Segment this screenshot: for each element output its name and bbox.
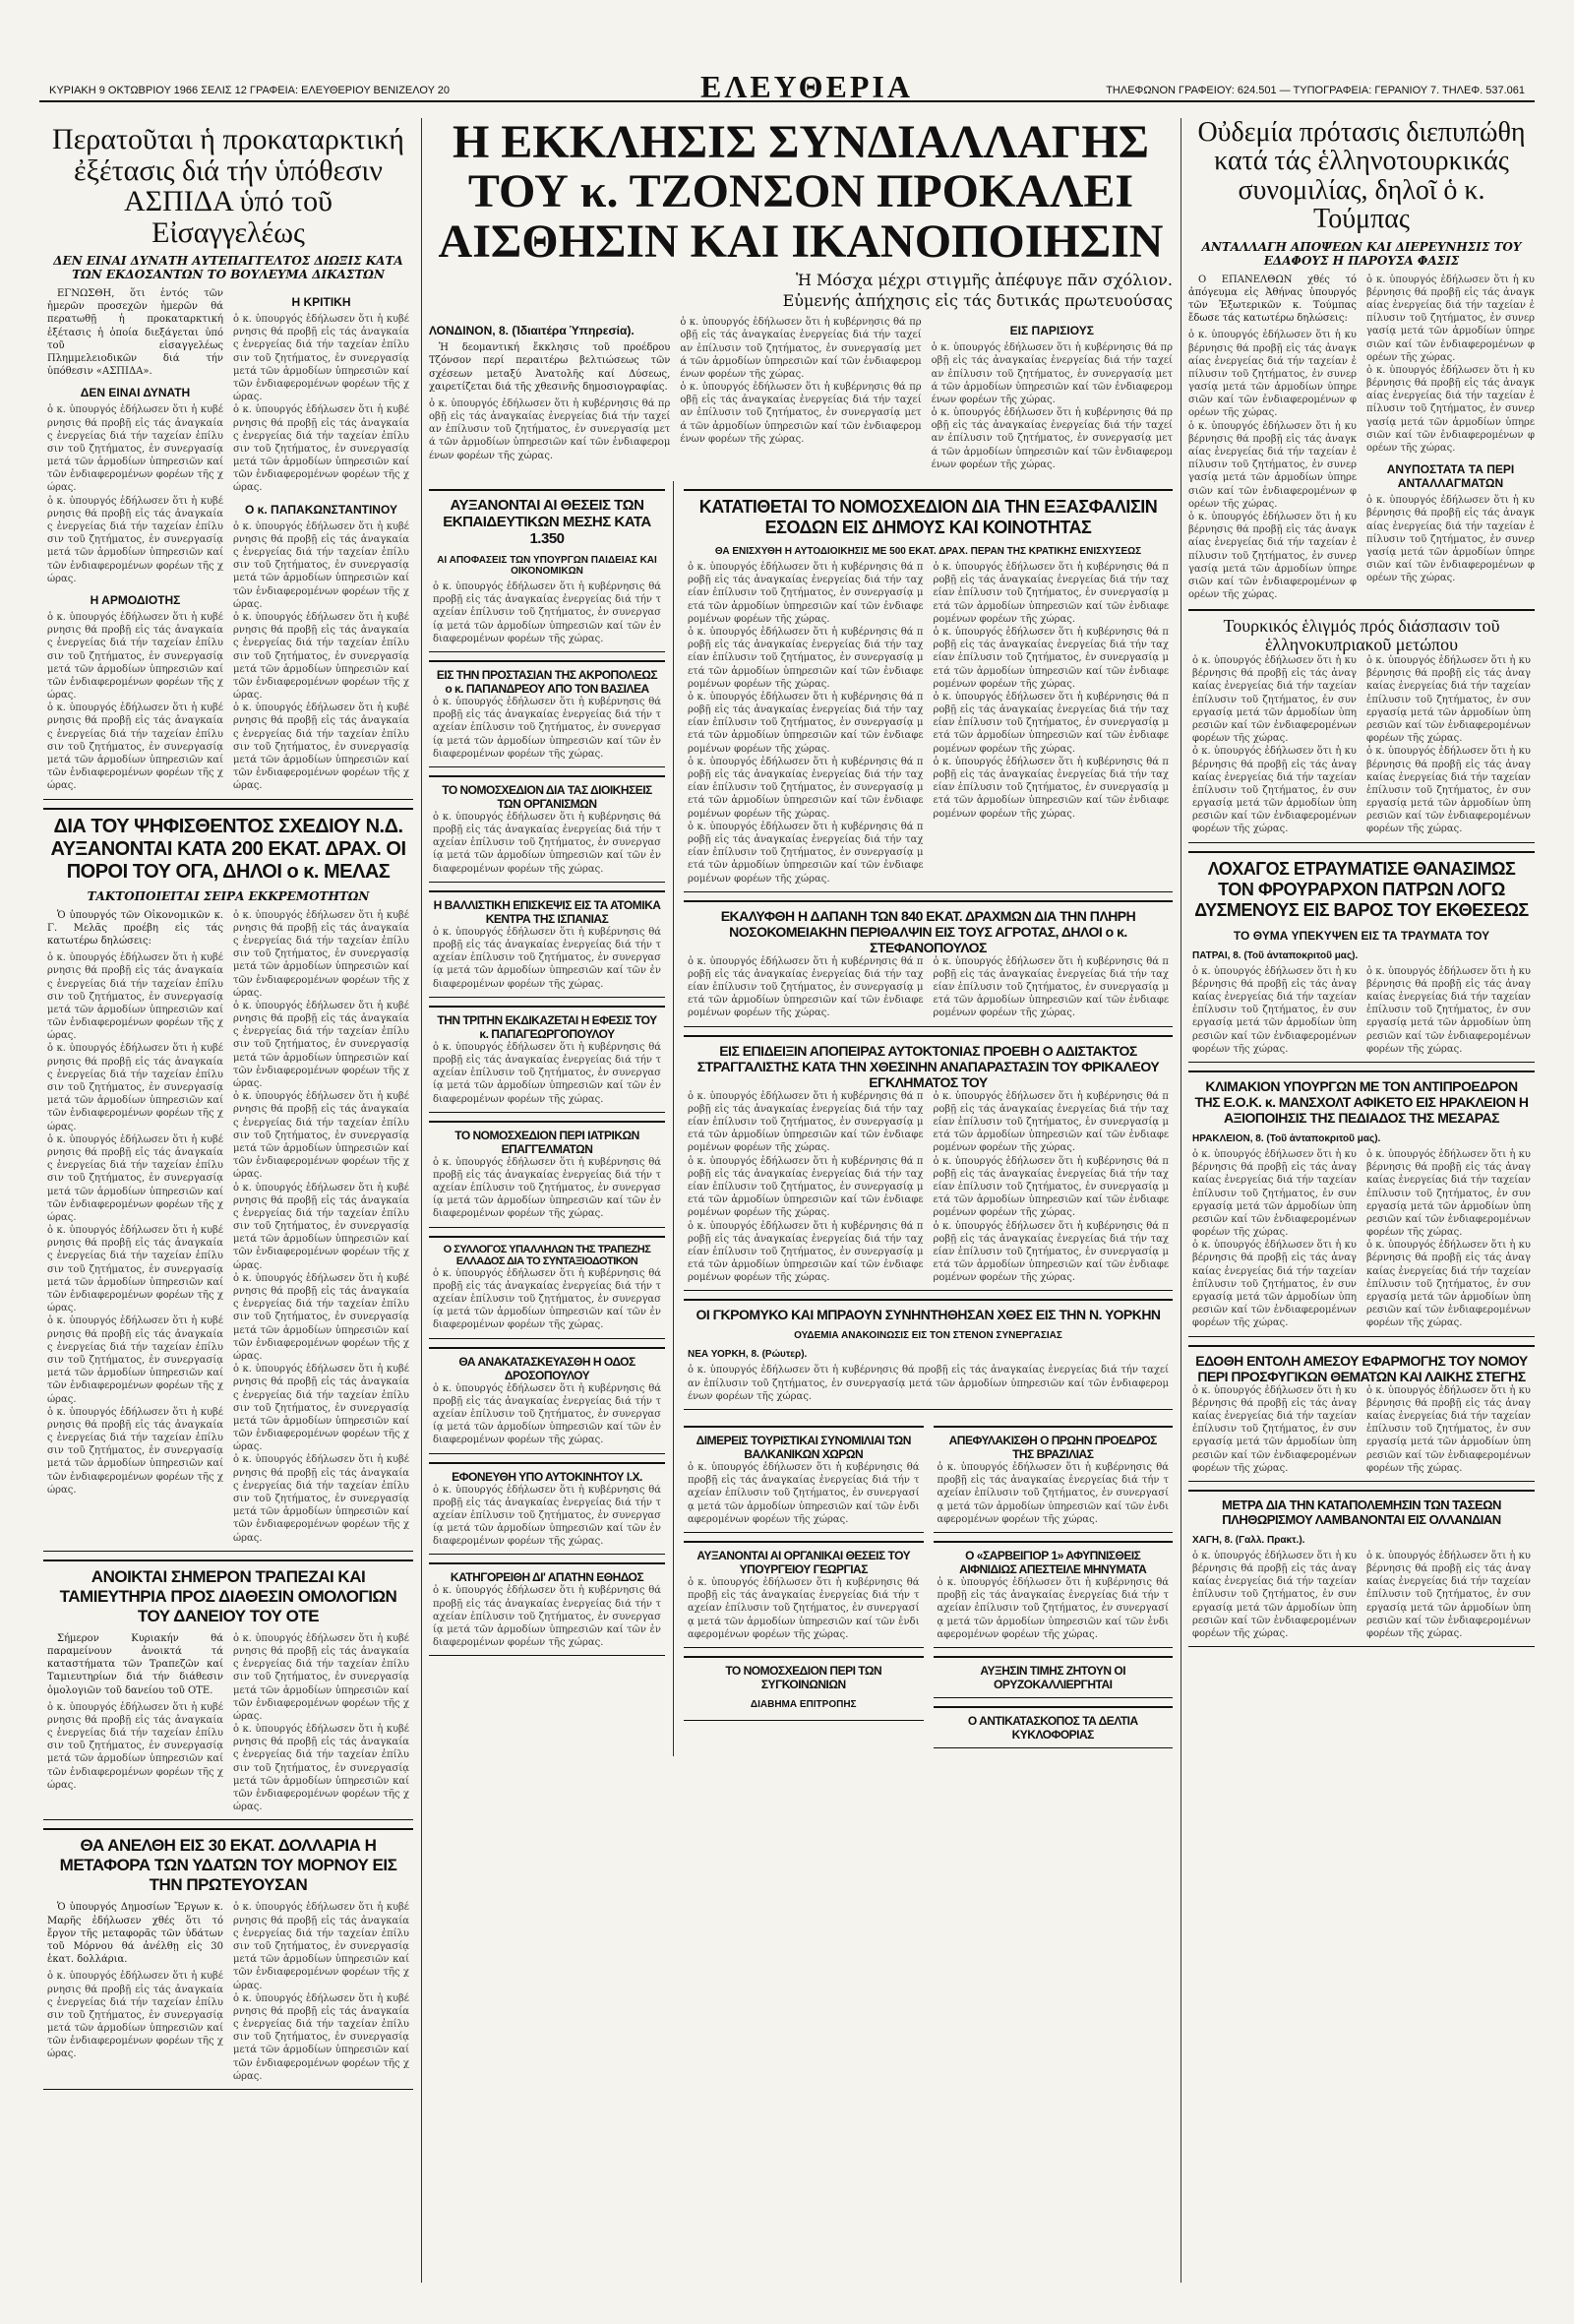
melas-lead-paragraph: Ὁ ὑπουργός τῶν Οἰκονομικῶν κ. Γ. Μελᾶς προέβη εἰς τάς κατωτέρω δηλώσεις: [47,909,223,947]
body-text: ὁ κ. ὑπουργός ἐδήλωσεν ὅτι ἡ κυβέρνησις θά προβῇ εἰς τάς ἀναγκαίας ἐνεργείας διά τήν ταχείαν ἐπίλυσιν τοῦ ζητήματος, ἐν συνεργασίᾳ μετά τῶν ἁρμοδίων ὑπηρεσιῶν καί τῶν ἐνδιαφερομένων φορέων τῆς χώρας. [688,955,924,1019]
eec-article [1188,1070,1535,1337]
column-rule [1180,118,1181,2283]
body-text: ὁ κ. ὑπουργός ἐδήλωσεν ὅτι ἡ κυβέρνησις θά προβῇ εἰς τάς ἀναγκαίας ἐνεργείας διά τήν ταχείαν ἐπίλυσιν τοῦ ζητήματος, ἐν συνεργασίᾳ μετά τῶν ἁρμοδίων ὑπηρεσιῶν καί τῶν ἐνδιαφερομένων φορέων τῆς χώρας. [937,1462,1169,1525]
body-text: ὁ κ. ὑπουργός ἐδήλωσεν ὅτι ἡ κυβέρνησις θά προβῇ εἰς τάς ἀναγκαίας ἐνεργείας διά τήν ταχείαν ἐπίλυσιν τοῦ ζητήματος, ἐν συνεργασίᾳ μετά τῶν ἁρμοδίων ὑπηρεσιῶν καί τῶν ἐνδιαφερομένων φορέων τῆς χώρας. [233,520,409,610]
body-text: ὁ κ. ὑπουργός ἐδήλωσεν ὅτι ἡ κυβέρνησις θά προβῇ εἰς τάς ἀναγκαίας ἐνεργείας διά τήν ταχείαν ἐπίλυσιν τοῦ ζητήματος, ἐν συνεργασίᾳ μετά τῶν ἁρμοδίων ὑπηρεσιῶν καί τῶν ἐνδιαφερομένων φορέων τῆς χώρας. [433,1156,661,1220]
atomic-article [429,890,665,998]
body-text: ὁ κ. ὑπουργός ἐδήλωσεν ὅτι ἡ κυβέρνησις θά προβῇ εἰς τάς ἀναγκαίας ἐνεργείας διά τήν ταχείαν ἐπίλυσιν τοῦ ζητήματος, ἐν συνεργασίᾳ μετά τῶν ἁρμοδίων ὑπηρεσιῶν καί τῶν ἐνδιαφερομένων φορέων τῆς χώρας. [433,1382,661,1446]
body-text: ὁ κ. ὑπουργός ἐδήλωσεν ὅτι ἡ κυβέρνησις θά προβῇ εἰς τάς ἀναγκαίας ἐνεργείας διά τήν ταχείαν ἐπίλυσιν τοῦ ζητήματος, ἐν συνεργασίᾳ μετά τῶν ἁρμοδίων ὑπηρεσιῶν καί τῶν ἐνδιαφερομένων φορέων τῆς χώρας. [1366,1148,1531,1239]
captain-headline: ΛΟΧΑΓΟΣ ΕΤΡΑΥΜΑΤΙΣΕ ΘΑΝΑΣΙΜΩΣ ΤΟΝ ΦΡΟΥΡΑΡΧΟΝ ΠΑΤΡΩΝ ΛΟΓΩ ΔΥΣΜΕΝΟΥΣ ΕΙΣ ΒΑΡΟΣ ΤΟΥ ΕΚΘΕΣΕΩΣ [1194,858,1529,920]
aspida-section-heading: Ο κ. ΠΑΠΑΚΩΝΣΤΑΝΤΙΝΟΥ [245,502,397,517]
body-text: ὁ κ. ὑπουργός ἐδήλωσεν ὅτι ἡ κυβέρνησις θά προβῇ εἰς τάς ἀναγκαίας ἐνεργείας διά τήν ταχείαν ἐπίλυσιν τοῦ ζητήματος, ἐν συνεργασίᾳ μετά τῶν ἁρμοδίων ὑπηρεσιῶν καί τῶν ἐνδιαφερομένων φορέων τῆς χώρας. [47,952,223,1042]
ote-lead-paragraph: Σήμερον Κυριακήν θά παραμείνουν ἀνοικτά τά καταστήματα τῶν Τραπεζῶν καί Ταμιευτηρίων διά τήν διάθεσιν ὁμολογιῶν τοῦ δανείου τοῦ ΟΤΕ. [47,1632,223,1696]
body-text: ὁ κ. ὑπουργός ἐδήλωσεν ὅτι ἡ κυβέρνησις θά προβῇ εἰς τάς ἀναγκαίας ἐνεργείας διά τήν ταχείαν ἐπίλυσιν τοῦ ζητήματος, ἐν συνεργασίᾳ μετά τῶν ἁρμοδίων ὑπηρεσιῶν καί τῶν ἐνδιαφερομένων φορέων τῆς χώρας. [1188,420,1357,510]
aspida-subheadline: ΔΕΝ ΕΙΝΑΙ ΔΥΝΑΤΗ ΑΥΤΕΠΑΓΓΕΛΤΟΣ ΔΙΩΞΙΣ ΚΑΤΑ ΤΩΝ ΕΚΔΟΣΑΝΤΩΝ ΤΟ ΒΟΥΛΕΥΜΑ ΔΙΚΑΣΤΩΝ [53,254,403,281]
body-text: ὁ κ. ὑπουργός ἐδήλωσεν ὅτι ἡ κυβέρνησις θά προβῇ εἰς τάς ἀναγκαίας ἐνεργείας διά τήν ταχείαν ἐπίλυσιν τοῦ ζητήματος, ἐν συνεργασίᾳ μετά τῶν ἁρμοδίων ὑπηρεσιῶν καί τῶν ἐνδιαφερομένων φορέων τῆς χώρας. [47,1225,223,1315]
body-text: ὁ κ. ὑπουργός ἐδήλωσεν ὅτι ἡ κυβέρνησις θά προβῇ εἰς τάς ἀναγκαίας ἐνεργείας διά τήν ταχείαν ἐπίλυσιν τοῦ ζητήματος, ἐν συνεργασίᾳ μετά τῶν ἁρμοδίων ὑπηρεσιῶν καί τῶν ἐνδιαφερομένων φορέων τῆς χώρας. [933,955,1169,1019]
water-article [43,1828,413,2090]
body-text: ὁ κ. ὑπουργός ἐδήλωσεν ὅτι ἡ κυβέρνησις θά προβῇ εἰς τάς ἀναγκαίας ἐνεργείας διά τήν ταχείαν ἐπίλυσιν τοῦ ζητήματος, ἐν συνεργασίᾳ μετά τῶν ἁρμοδίων ὑπηρεσιῶν καί τῶν ἐνδιαφερομένων φορέων τῆς χώρας. [47,1315,223,1405]
body-text: ὁ κ. ὑπουργός ἐδήλωσεν ὅτι ἡ κυβέρνησις θά προβῇ εἰς τάς ἀναγκαίας ἐνεργείας διά τήν ταχείαν ἐπίλυσιν τοῦ ζητήματος, ἐν συνεργασίᾳ μετά τῶν ἁρμοδίων ὑπηρεσιῶν καί τῶν ἐνδιαφερομένων φορέων τῆς χώρας. [688,1155,924,1219]
municipal-revenue-article [684,489,1173,892]
body-text: ὁ κ. ὑπουργός ἐδήλωσεν ὅτι ἡ κυβέρνησις θά προβῇ εἰς τάς ἀναγκαίας ἐνεργείας διά τήν ταχείαν ἐπίλυσιν τοῦ ζητήματος, ἐν συνεργασίᾳ μετά τῶν ἁρμοδίων ὑπηρεσιῶν καί τῶν ἐνδιαφερομένων φορέων τῆς χώρας. [233,909,409,999]
body-text: ὁ κ. ὑπουργός ἐδήλωσεν ὅτι ἡ κυβέρνησις θά προβῇ εἰς τάς ἀναγκαίας ἐνεργείας διά τήν ταχείαν ἐπίλυσιν τοῦ ζητήματος, ἐν συνεργασίᾳ μετά τῶν ἁρμοδίων ὑπηρεσιῶν καί τῶν ἐνδιαφερομένων φορέων τῆς χώρας. [688,756,924,820]
body-text: ὁ κ. ὑπουργός ἐδήλωσεν ὅτι ἡ κυβέρνησις θά προβῇ εἰς τάς ἀναγκαίας ἐνεργείας διά τήν ταχείαν ἐπίλυσιν τοῦ ζητήματος, ἐν συνεργασίᾳ μετά τῶν ἁρμοδίων ὑπηρεσιῶν καί τῶν ἐνδιαφερομένων φορέων τῆς χώρας. [1366,965,1531,1055]
body-text: ὁ κ. ὑπουργός ἐδήλωσεν ὅτι ἡ κυβέρνησις θά προβῇ εἰς τάς ἀναγκαίας ἐνεργείας διά τήν ταχείαν ἐπίλυσιν τοῦ ζητήματος, ἐν συνεργασίᾳ μετά τῶν ἁρμοδίων ὑπηρεσιῶν καί τῶν ἐνδιαφερομένων φορέων τῆς χώρας. [429,398,671,461]
akropolis-headline: ΕΙΣ ΤΗΝ ΠΡΟΣΤΑΣΙΑΝ ΤΗΣ ΑΚΡΟΠΟΛΕΩΣ ο κ. ΠΑΠΑΝΔΡΕΟΥ ΑΠΟ ΤΟΝ ΒΑΣΙΛΕΑ [436,667,658,696]
refugee-law-headline: ΕΔΟΘΗ ΕΝΤΟΛΗ ΑΜΕΣΟΥ ΕΦΑΡΜΟΓΗΣ ΤΟΥ ΝΟΜΟΥ ΠΕΡΙ ΠΡΟΣΦΥΓΙΚΩΝ ΘΕΜΑΤΩΝ ΚΑΙ ΛΑΙΚΗΣ ΣΤΕΓΗΣ [1195,1352,1528,1384]
center-column [429,118,1173,2302]
tombas-subheadline: ΑΝΤΑΛΛΑΓΗ ΑΠΟΨΕΩΝ ΚΑΙ ΔΙΕΡΕΥΝΗΣΙΣ ΤΟΥ ΕΔΑΦΟΥΣ Η ΠΑΡΟΥΣΑ ΦΑΣΙΣ [1201,239,1522,268]
body-text: ὁ κ. ὑπουργός ἐδήλωσεν ὅτι ἡ κυβέρνησις θά προβῇ εἰς τάς ἀναγκαίας ἐνεργείας διά τήν ταχείαν ἐπίλυσιν τοῦ ζητήματος, ἐν συνεργασίᾳ μετά τῶν ἁρμοδίων ὑπηρεσιῶν καί τῶν ἐνδιαφερομένων φορέων τῆς χώρας. [1192,655,1357,745]
body-text: ὁ κ. ὑπουργός ἐδήλωσεν ὅτι ἡ κυβέρνησις θά προβῇ εἰς τάς ἀναγκαίας ἐνεργείας διά τήν ταχείαν ἐπίλυσιν τοῦ ζητήματος, ἐν συνεργασίᾳ μετά τῶν ἁρμοδίων ὑπηρεσιῶν καί τῶν ἐνδιαφερομένων φορέων τῆς χώρας. [233,1902,409,1991]
body-text: ὁ κ. ὑπουργός ἐδήλωσεν ὅτι ἡ κυβέρνησις θά προβῇ εἰς τάς ἀναγκαίας ἐνεργείας διά τήν ταχείαν ἐπίλυσιν τοῦ ζητήματος, ἐν συνεργασίᾳ μετά τῶν ἁρμοδίων ὑπηρεσιῶν καί τῶν ἐνδιαφερομένων φορέων τῆς χώρας. [233,1364,409,1453]
body-text: ὁ κ. ὑπουργός ἐδήλωσεν ὅτι ἡ κυβέρνησις θά προβῇ εἰς τάς ἀναγκαίας ἐνεργείας διά τήν ταχείαν ἐπίλυσιν τοῦ ζητήματος, ἐν συνεργασίᾳ μετά τῶν ἁρμοδίων ὑπηρεσιῶν καί τῶν ἐνδιαφερομένων φορέων τῆς χώρας. [433,1267,661,1331]
gromyko-subheadline: ΟΥΔΕΜΙΑ ΑΝΑΚΟΙΝΩΣΙΣ ΕΙΣ ΤΟΝ ΣΤΕΝΟΝ ΣΥΝΕΡΓΑΣΙΑΣ [794,1330,1062,1342]
body-text: ὁ κ. ὑπουργός ἐδήλωσεν ὅτι ἡ κυβέρνησις θά προβῇ εἰς τάς ἀναγκαίας ἐνεργείας διά τήν ταχείαν ἐπίλυσιν τοῦ ζητήματος, ἐν συνεργασίᾳ μετά τῶν ἁρμοδίων ὑπηρεσιῶν καί τῶν ἐνδιαφερομένων φορέων τῆς χώρας. [688,691,924,755]
body-text: ὁ κ. ὑπουργός ἐδήλωσεν ὅτι ἡ κυβέρνησις θά προβῇ εἰς τάς ἀναγκαίας ἐνεργείας διά τήν ταχείαν ἐπίλυσιν τοῦ ζητήματος, ἐν συνεργασίᾳ μετά τῶν ἁρμοδίων ὑπηρεσιῶν καί τῶν ἐνδιαφερομένων φορέων τῆς χώρας. [937,1576,1169,1640]
eec-headline: ΚΛΙΜΑΚΙΟΝ ΥΠΟΥΡΓΩΝ ΜΕ ΤΟΝ ΑΝΤΙΠΡΟΕΔΡΟΝ ΤΗΣ Ε.Ο.Κ. κ. ΜΑΝΣΧΟΛΤ ΑΦΙΚΕΤΟ ΕΙΣ ΗΡΑΚΛΕΙΟΝ Η ΑΞΙΟΠΟΙΗΣΙΣ ΤΗΣ ΠΕΔΙΑΔΟΣ ΤΗΣ ΜΕΣΑΡΑΣ [1194,1077,1529,1126]
surveyor-article [934,1541,1174,1648]
melas-subheadline: ΤΑΚΤΟΠΟΙΕΙΤΑΙ ΣΕΙΡΑ ΕΚΚΡΕΜΟΤΗΤΩΝ [87,888,370,903]
captain-article [1188,851,1535,1063]
municipal-revenue-headline: ΚΑΤΑΤΙΘΕΤΑΙ ΤΟ ΝΟΜΟΣΧΕΔΙΟΝ ΔΙΑ ΤΗΝ ΕΞΑΣΦΑΛΙΣΙΝ ΕΣΟΔΩΝ ΕΙΣ ΔΗΜΟΥΣ ΚΑΙ ΚΟΙΝΟΤΗΤΑΣ [698,497,1158,538]
body-text: ὁ κ. ὑπουργός ἐδήλωσεν ὅτι ἡ κυβέρνησις θά προβῇ εἰς τάς ἀναγκαίας ἐνεργείας διά τήν ταχείαν ἐπίλυσιν τοῦ ζητήματος, ἐν συνεργασίᾳ μετά τῶν ἁρμοδίων ὑπηρεσιῶν καί τῶν ἐνδιαφερομένων φορέων τῆς χώρας. [433,811,661,875]
body-text: ὁ κ. ὑπουργός ἐδήλωσεν ὅτι ἡ κυβέρνησις θά προβῇ εἰς τάς ἀναγκαίας ἐνεργείας διά τήν ταχείαν ἐπίλυσιν τοῦ ζητήματος, ἐν συνεργασίᾳ μετά τῶν ἁρμοδίων ὑπηρεσιῶν καί τῶν ἐνδιαφερομένων φορέων τῆς χώρας. [1192,1148,1357,1239]
body-text: ὁ κ. ὑπουργός ἐδήλωσεν ὅτι ἡ κυβέρνησις θά προβῇ εἰς τάς ἀναγκαίας ἐνεργείας διά τήν ταχείαν ἐπίλυσιν τοῦ ζητήματος, ἐν συνεργασίᾳ μετά τῶν ἁρμοδίων ὑπηρεσιῶν καί τῶν ἐνδιαφερομένων φορέων τῆς χώρας. [688,1090,924,1154]
body-text: ὁ κ. ὑπουργός ἐδήλωσεν ὅτι ἡ κυβέρνησις θά προβῇ εἰς τάς ἀναγκαίας ἐνεργείας διά τήν ταχείαν ἐπίλυσιν τοῦ ζητήματος, ἐν συνεργασίᾳ μετά τῶν ἁρμοδίων ὑπηρεσιῶν καί τῶν ἐνδιαφερομένων φορέων τῆς χώρας. [233,1182,409,1271]
appeal-article [429,1006,665,1113]
captain-dateline: ΠΑΤΡΑΙ, 8. (Τοῦ ἀνταποκριτοῦ μας). [1192,949,1359,961]
body-text: ὁ κ. ὑπουργός ἐδήλωσεν ὅτι ἡ κυβέρνησις θά προβῇ εἰς τάς ἀναγκαίας ἐνεργείας διά τήν ταχείαν ἐπίλυσιν τοῦ ζητήματος, ἐν συνεργασίᾳ μετά τῶν ἁρμοδίων ὑπηρεσιῶν καί τῶν ἐνδιαφερομένων φορέων τῆς χώρας. [233,703,409,792]
body-text: ὁ κ. ὑπουργός ἐδήλωσεν ὅτι ἡ κυβέρνησις θά προβῇ εἰς τάς ἀναγκαίας ἐνεργείας διά τήν ταχείαν ἐπίλυσιν τοῦ ζητήματος, ἐν συνεργασίᾳ μετά τῶν ἁρμοδίων ὑπηρεσιῶν καί τῶν ἐνδιαφερομένων φορέων τῆς χώρας. [1366,1240,1531,1329]
melas-headline: ΔΙΑ ΤΟΥ ΨΗΦΙΣΘΕΝΤΟΣ ΣΧΕΔΙΟΥ Ν.Δ. ΑΥΞΑΝΟΝΤΑΙ ΚΑΤΑ 200 ΕΚΑΤ. ΔΡΑΧ. ΟΙ ΠΟΡΟΙ ΤΟΥ ΟΓΑ, ΔΗΛΟΙ ο κ. ΜΕΛΑΣ [50,815,406,883]
body-text: ὁ κ. ὑπουργός ἐδήλωσεν ὅτι ἡ κυβέρνησις θά προβῇ εἰς τάς ἀναγκαίας ἐνεργείας διά τήν ταχείαν ἐπίλυσιν τοῦ ζητήματος, ἐν συνεργασίᾳ μετά τῶν ἁρμοδίων ὑπηρεσιῶν καί τῶν ἐνδιαφερομένων φορέων τῆς χώρας. [933,1155,1169,1219]
doctors-article [429,1121,665,1228]
turkish-headline: Τουρκικός ἑλιγμός πρός διάσπασιν τοῦ ἑλληνοκυπριακοῦ μετώπου [1223,616,1500,655]
road-article [429,1347,665,1454]
body-text: ὁ κ. ὑπουργός ἐδήλωσεν ὅτι ἡ κυβέρνησις θά προβῇ εἰς τάς ἀναγκαίας ἐνεργείας διά τήν ταχείαν ἐπίλυσιν τοῦ ζητήματος, ἐν συνεργασίᾳ μετά τῶν ἁρμοδίων ὑπηρεσιῶν καί τῶν ἐνδιαφερομένων φορέων τῆς χώρας. [931,407,1173,470]
newspaper-title: ΕΛΕΥΘΕΡΙΑ [700,69,913,104]
lead-subheadline-2: Εὐμενής ἀπήχησις εἰς τάς δυτικάς πρωτευούσας [782,291,1173,311]
body-text: ὁ κ. ὑπουργός ἐδήλωσεν ὅτι ἡ κυβέρνησις θά προβῇ εἰς τάς ἀναγκαίας ἐνεργείας διά τήν ταχείαν ἐπίλυσιν τοῦ ζητήματος, ἐν συνεργασίᾳ μετά τῶν ἁρμοδίων ὑπηρεσιῶν καί τῶν ἐνδιαφερομένων φορέων τῆς χώρας. [688,1462,920,1525]
masthead-contact-info: ΤΗΛΕΦΩΝΟΝ ΓΡΑΦΕΙΟΥ: 624.501 — ΤΥΠΟΓΡΑΦΕΙΑ: ΓΕΡΑΝΙΟΥ 7. ΤΗΛΕΦ. 537.061 [1106,85,1525,96]
holland-article [1188,1490,1535,1647]
body-text: ὁ κ. ὑπουργός ἐδήλωσεν ὅτι ἡ κυβέρνησις θά προβῇ εἰς τάς ἀναγκαίας ἐνεργείας διά τήν ταχείαν ἐπίλυσιν τοῦ ζητήματος, ἐν συνεργασίᾳ μετά τῶν ἁρμοδίων ὑπηρεσιῶν καί τῶν ἐνδιαφερομένων φορέων τῆς χώρας. [1192,1240,1357,1329]
appeal-headline: ΤΗΝ ΤΡΙΤΗΝ ΕΚΔΙΚΑΖΕΤΑΙ Η ΕΦΕΣΙΣ ΤΟΥ κ. ΠΑΠΑΓΕΩΡΓΟΠΟΥΛΟΥ [437,1012,657,1041]
body-text: ὁ κ. ὑπουργός ἐδήλωσεν ὅτι ἡ κυβέρνησις θά προβῇ εἰς τάς ἀναγκαίας ἐνεργείας διά τήν ταχείαν ἐπίλυσιν τοῦ ζητήματος, ἐν συνεργασίᾳ μετά τῶν ἁρμοδίων ὑπηρεσιῶν καί τῶν ἐνδιαφερομένων φορέων τῆς χώρας. [433,926,661,990]
turkish-article [1188,609,1535,842]
tombas-headline: Οὐδεμία πρότασις διεπυπώθη κατά τάς ἑλληνοτουρκικάς συνομιλίας, δηλοῖ ὁ κ. Τούμπας [1197,118,1526,235]
aspida-section-heading: Η ΚΡΙΤΙΚΗ [291,295,351,309]
crime-article [684,1035,1173,1292]
accident-headline: ΕΦΟΝΕΥΘΗ ΥΠΟ ΑΥΤΟΚΙΝΗΤΟΥ Ι.Χ. [452,1469,642,1484]
body-text: ὁ κ. ὑπουργός ἐδήλωσεν ὅτι ἡ κυβέρνησις θά προβῇ εἰς τάς ἀναγκαίας ἐνεργείας διά τήν ταχείαν ἐπίλυσιν τοῦ ζητήματος, ἐν συνεργασίᾳ μετά τῶν ἁρμοδίων ὑπηρεσιῶν καί τῶν ἐνδιαφερομένων φορέων τῆς χώρας. [47,495,223,584]
akropolis-article [429,660,665,767]
right-column [1188,118,1535,2302]
body-text: ὁ κ. ὑπουργός ἐδήλωσεν ὅτι ἡ κυβέρνησις θά προβῇ εἰς τάς ἀναγκαίας ἐνεργείας διά τήν ταχείαν ἐπίλυσιν τοῦ ζητήματος, ἐν συνεργασίᾳ μετά τῶν ἁρμοδίων ὑπηρεσιῶν καί τῶν ἐνδιαφερομένων φορέων τῆς χώρας. [688,562,924,625]
traffic-article [934,1706,1174,1748]
lead-story [429,118,1173,471]
tombas-section-heading: ΑΝΥΠΟΣΤΑΤΑ ΤΑ ΠΕΡΙ ΑΝΤΑΛΛΑΓΜΑΤΩΝ [1386,462,1515,491]
refugee-law-article [1188,1345,1535,1482]
body-text: ὁ κ. ὑπουργός ἐδήλωσεν ὅτι ἡ κυβέρνησις θά προβῇ εἰς τάς ἀναγκαίας ἐνεργείας διά τήν ταχείαν ἐπίλυσιν τοῦ ζητήματος, ἐν συνεργασίᾳ μετά τῶν ἁρμοδίων ὑπηρεσιῶν καί τῶν ἐνδιαφερομένων φορέων τῆς χώρας. [1366,274,1535,363]
body-text: ὁ κ. ὑπουργός ἐδήλωσεν ὅτι ἡ κυβέρνησις θά προβῇ εἰς τάς ἀναγκαίας ἐνεργείας διά τήν ταχείαν ἐπίλυσιν τοῦ ζητήματος, ἐν συνεργασίᾳ μετά τῶν ἁρμοδίων ὑπηρεσιῶν καί τῶν ἐνδιαφερομένων φορέων τῆς χώρας. [233,1992,409,2082]
aspida-headline: Περατοῦται ἡ προκαταρκτική ἐξέτασις διά τήν ὑπόθεσιν ΑΣΠΙΔΑ ὑπό τοῦ Εἰσαγγελέως [52,123,404,249]
body-text: ὁ κ. ὑπουργός ἐδήλωσεν ὅτι ἡ κυβέρνησις θά προβῇ εἰς τάς ἀναγκαίας ἐνεργείας διά τήν ταχείαν ἐπίλυσιν τοῦ ζητήματος, ἐν συνεργασίᾳ μετά τῶν ἁρμοδίων ὑπηρεσιῶν καί τῶν ἐνδιαφερομένων φορέων τῆς χώρας. [47,611,223,702]
education-subheadline: ΑΙ ΑΠΟΦΑΣΕΙΣ ΤΩΝ ΥΠΟΥΡΓΩΝ ΠΑΙΔΕΙΑΣ ΚΑΙ ΟΙΚΟΝΟΜΙΚΩΝ [437,555,657,578]
body-text: ὁ κ. ὑπουργός ἐδήλωσεν ὅτι ἡ κυβέρνησις θά προβῇ εἰς τάς ἀναγκαίας ἐνεργείας διά τήν ταχείαν ἐπίλυσιν τοῦ ζητήματος, ἐν συνεργασίᾳ μετά τῶν ἁρμοδίων ὑπηρεσιῶν καί τῶν ἐνδιαφερομένων φορέων τῆς χώρας. [1192,1550,1357,1640]
organizations-article [429,775,665,883]
body-text: ὁ κ. ὑπουργός ἐδήλωσεν ὅτι ἡ κυβέρνησις θά προβῇ εἰς τάς ἀναγκαίας ἐνεργείας διά τήν ταχείαν ἐπίλυσιν τοῦ ζητήματος, ἐν συνεργασίᾳ μετά τῶν ἁρμοδίων ὑπηρεσιῶν καί τῶν ἐνδιαφερομένων φορέων τῆς χώρας. [933,691,1169,755]
fraud-article [429,1562,665,1656]
body-text: ὁ κ. ὑπουργός ἐδήλωσεν ὅτι ἡ κυβέρνησις θά προβῇ εἰς τάς ἀναγκαίας ἐνεργείας διά τήν ταχείαν ἐπίλυσιν τοῦ ζητήματος, ἐν συνεργασίᾳ μετά τῶν ἁρμοδίων ὑπηρεσιῶν καί τῶν ἐνδιαφερομένων φορέων τῆς χώρας. [433,1041,661,1105]
body-text: ὁ κ. ὑπουργός ἐδήλωσεν ὅτι ἡ κυβέρνησις θά προβῇ εἰς τάς ἀναγκαίας ἐνεργείας διά τήν ταχείαν ἐπίλυσιν τοῦ ζητήματος, ἐν συνεργασίᾳ μετά τῶν ἁρμοδίων ὑπηρεσιῶν καί τῶν ἐνδιαφερομένων φορέων τῆς χώρας. [688,821,924,885]
eec-dateline: ΗΡΑΚΛΕΙΟΝ, 8. (Τοῦ ἀνταποκριτοῦ μας). [1192,1132,1381,1144]
gromyko-dateline: ΝΕΑ ΥΟΡΚΗ, 8. (Ρώυτερ). [688,1349,808,1361]
masthead [39,71,1535,102]
body-text: ὁ κ. ὑπουργός ἐδήλωσεν ὅτι ἡ κυβέρνησις θά προβῇ εἰς τάς ἀναγκαίας ἐνεργείας διά τήν ταχείαν ἐπίλυσιν τοῦ ζητήματος, ἐν συνεργασίᾳ μετά τῶν ἁρμοδίων ὑπηρεσιῶν καί τῶν ἐνδιαφερομένων φορέων τῆς χώρας. [1192,965,1357,1055]
body-text: ὁ κ. ὑπουργός ἐδήλωσεν ὅτι ἡ κυβέρνησις θά προβῇ εἰς τάς ἀναγκαίας ἐνεργείας διά τήν ταχείαν ἐπίλυσιν τοῦ ζητήματος, ἐν συνεργασίᾳ μετά τῶν ἁρμοδίων ὑπηρεσιῶν καί τῶν ἐνδιαφερομένων φορέων τῆς χώρας. [1192,746,1357,835]
body-text: ὁ κ. ὑπουργός ἐδήλωσεν ὅτι ἡ κυβέρνησις θά προβῇ εἰς τάς ἀναγκαίας ἐνεργείας διά τήν ταχείαν ἐπίλυσιν τοῦ ζητήματος, ἐν συνεργασίᾳ μετά τῶν ἁρμοδίων ὑπηρεσιῶν καί τῶν ἐνδιαφερομένων φορέων τῆς χώρας. [47,1971,223,2060]
road-headline: ΘΑ ΑΝΑΚΑΤΑΣΚΕΥΑΣΘΗ Η ΟΔΟΣ ΔΡΟΣΟΠΟΥΛΟΥ [458,1354,636,1382]
masthead-date-info: ΚΥΡΙΑΚΗ 9 ΟΚΤΩΒΡΙΟΥ 1966 ΣΕΛΙΣ 12 ΓΡΑΦΕΙΑ: ΕΛΕΥΘΕΡΙΟΥ ΒΕΝΙΖΕΛΟΥ 20 [49,85,451,96]
transport-headline: ΤΟ ΝΟΜΟΣΧΕΔΙΟΝ ΠΕΡΙ ΤΩΝ ΣΥΓΚΟΙΝΩΝΙΩΝ [725,1663,882,1691]
body-text: ὁ κ. ὑπουργός ἐδήλωσεν ὅτι ἡ κυβέρνησις θά προβῇ εἰς τάς ἀναγκαίας ἐνεργείας διά τήν ταχείαν ἐπίλυσιν τοῦ ζητήματος, ἐν συνεργασίᾳ μετά τῶν ἁρμοδίων ὑπηρεσιῶν καί τῶν ἐνδιαφερομένων φορέων τῆς χώρας. [47,1701,223,1791]
rice-article [934,1656,1174,1698]
body-text: ὁ κ. ὑπουργός ἐδήλωσεν ὅτι ἡ κυβέρνησις θά προβῇ εἰς τάς ἀναγκαίας ἐνεργείας διά τήν ταχείαν ἐπίλυσιν τοῦ ζητήματος, ἐν συνεργασίᾳ μετά τῶν ἁρμοδίων ὑπηρεσιῶν καί τῶν ἐνδιαφερομένων φορέων τῆς χώρας. [1366,655,1531,745]
lead-subheadline-1: Ἡ Μόσχα μέχρι στιγμῆς ἀπέφυγε πᾶν σχόλιον. [796,271,1173,290]
body-text: ὁ κ. ὑπουργός ἐδήλωσεν ὅτι ἡ κυβέρνησις θά προβῇ εἰς τάς ἀναγκαίας ἐνεργείας διά τήν ταχείαν ἐπίλυσιν τοῦ ζητήματος, ἐν συνεργασίᾳ μετά τῶν ἁρμοδίων ὑπηρεσιῶν καί τῶν ἐνδιαφερομένων φορέων τῆς χώρας. [47,703,223,792]
fraud-headline: ΚΑΤΗΓΟΡΕΙΘΗ ΔΙ' ΑΠΑΤΗΝ ΕΘΗΔΟΣ [450,1570,644,1585]
aspida-article [43,118,413,800]
body-text: ὁ κ. ὑπουργός ἐδήλωσεν ὅτι ἡ κυβέρνησις θά προβῇ εἰς τάς ἀναγκαίας ἐνεργείας διά τήν ταχείαν ἐπίλυσιν τοῦ ζητήματος, ἐν συνεργασίᾳ μετά τῶν ἁρμοδίων ὑπηρεσιῶν καί τῶν ἐνδιαφερομένων φορέων τῆς χώρας. [47,404,223,494]
body-text: ὁ κ. ὑπουργός ἐδήλωσεν ὅτι ἡ κυβέρνησις θά προβῇ εἰς τάς ἀναγκαίας ἐνεργείας διά τήν ταχείαν ἐπίλυσιν τοῦ ζητήματος, ἐν συνεργασίᾳ μετά τῶν ἁρμοδίων ὑπηρεσιῶν καί τῶν ἐνδιαφερομένων φορέων τῆς χώρας. [1366,364,1535,454]
melas-article [43,808,413,1552]
body-text: ὁ κ. ὑπουργός ἐδήλωσεν ὅτι ἡ κυβέρνησις θά προβῇ εἰς τάς ἀναγκαίας ἐνεργείας διά τήν ταχείαν ἐπίλυσιν τοῦ ζητήματος, ἐν συνεργασίᾳ μετά τῶν ἁρμοδίων ὑπηρεσιῶν καί τῶν ἐνδιαφερομένων φορέων τῆς χώρας. [47,1133,223,1223]
transport-subheadline: ΔΙΑΒΗΜΑ ΕΠΙΤΡΟΠΗΣ [750,1698,857,1710]
atomic-headline: Η ΒΑΛΛΙΣΤΙΚΗ ΕΠΙΣΚΕΨΙΣ ΕΙΣ ΤΑ ΑΤΟΜΙΚΑ ΚΕΝΤΡΑ ΤΗΣ ΙΣΠΑΝΙΑΣ [433,897,661,926]
body-text: ὁ κ. ὑπουργός ἐδήλωσεν ὅτι ἡ κυβέρνησις θά προβῇ εἰς τάς ἀναγκαίας ἐνεργείας διά τήν ταχείαν ἐπίλυσιν τοῦ ζητήματος, ἐν συνεργασίᾳ μετά τῶν ἁρμοδίων ὑπηρεσιῶν καί τῶν ἐνδιαφερομένων φορέων τῆς χώρας. [931,342,1173,405]
lead-headline-line-3: ΑΙΣΘΗΣΙΝ ΚΑΙ ΙΚΑΝΟΠΟΙΗΣΙΝ [438,214,1164,268]
body-text: ὁ κ. ὑπουργός ἐδήλωσεν ὅτι ἡ κυβέρνησις θά προβῇ εἰς τάς ἀναγκαίας ἐνεργείας διά τήν ταχείαν ἐπίλυσιν τοῦ ζητήματος, ἐν συνεργασίᾳ μετά τῶν ἁρμοδίων ὑπηρεσιῶν καί τῶν ἐνδιαφερομένων φορέων τῆς χώρας. [233,1272,409,1362]
body-text: ὁ κ. ὑπουργός ἐδήλωσεν ὅτι ἡ κυβέρνησις θά προβῇ εἰς τάς ἀναγκαίας ἐνεργείας διά τήν ταχείαν ἐπίλυσιν τοῦ ζητήματος, ἐν συνεργασίᾳ μετά τῶν ἁρμοδίων ὑπηρεσιῶν καί τῶν ἐνδιαφερομένων φορέων τῆς χώρας. [233,1091,409,1181]
body-text: ὁ κ. ὑπουργός ἐδήλωσεν ὅτι ἡ κυβέρνησις θά προβῇ εἰς τάς ἀναγκαίας ἐνεργείας διά τήν ταχείαν ἐπίλυσιν τοῦ ζητήματος, ἐν συνεργασίᾳ μετά τῶν ἁρμοδίων ὑπηρεσιῶν καί τῶν ἐνδιαφερομένων φορέων τῆς χώρας. [233,1454,409,1544]
holland-dateline: ΧΑΓΗ, 8. (Γαλλ. Πρακτ.). [1192,1534,1305,1546]
body-text: ὁ κ. ὑπουργός ἐδήλωσεν ὅτι ἡ κυβέρνησις θά προβῇ εἰς τάς ἀναγκαίας ἐνεργείας διά τήν ταχείαν ἐπίλυσιν τοῦ ζητήματος, ἐν συνεργασίᾳ μετά τῶν ἁρμοδίων ὑπηρεσιῶν καί τῶν ἐνδιαφερομένων φορέων τῆς χώρας. [433,696,661,760]
body-text: ὁ κ. ὑπουργός ἐδήλωσεν ὅτι ἡ κυβέρνησις θά προβῇ εἰς τάς ἀναγκαίας ἐνεργείας διά τήν ταχείαν ἐπίλυσιν τοῦ ζητήματος, ἐν συνεργασίᾳ μετά τῶν ἁρμοδίων ὑπηρεσιῶν καί τῶν ἐνδιαφερομένων φορέων τῆς χώρας. [233,1000,409,1089]
agriculture-posts-article [684,1541,924,1648]
aspida-section-heading: Η ΑΡΜΟΔΙΟΤΗΣ [90,592,181,607]
left-column [43,118,413,2302]
aspida-lead-paragraph: ΕΓΝΩΣΘΗ, ὅτι ἐντός τῶν ἡμερῶν προσεχῶν ἡμερῶν θά περατωθῇ ἡ προκαταρκτική ἐξέτασις ἡ ὁποία διεξάγεται ὑπό τοῦ εἰσαγγελέως Πλημμελειοδικῶν διά τήν ὑπόθεσιν «ΑΣΠΙΔΑ». [47,288,223,378]
captain-subheadline: ΤΟ ΘΥΜΑ ΥΠΕΚΥΨΕΝ ΕΙΣ ΤΑ ΤΡΑΥΜΑΤΑ ΤΟΥ [1233,928,1490,943]
aspida-section-heading: ΔΕΝ ΕΙΝΑΙ ΔΥΝΑΤΗ [80,386,191,400]
bank-staff-article [429,1236,665,1339]
body-text: ὁ κ. ὑπουργός ἐδήλωσεν ὅτι ἡ κυβέρνησις θά προβῇ εἰς τάς ἀναγκαίας ἐνεργείας διά τήν ταχείαν ἐπίλυσιν τοῦ ζητήματος, ἐν συνεργασίᾳ μετά τῶν ἁρμοδίων ὑπηρεσιῶν καί τῶν ἐνδιαφερομένων φορέων τῆς χώρας. [233,1632,409,1722]
rice-headline: ΑΥΞΗΣΙΝ ΤΙΜΗΣ ΖΗΤΟΥΝ ΟΙ ΟΡΥΖΟΚΑΛΛΙΕΡΓΗΤΑΙ [980,1663,1126,1691]
body-text: ὁ κ. ὑπουργός ἐδήλωσεν ὅτι ἡ κυβέρνησις θά προβῇ εἰς τάς ἀναγκαίας ἐνεργείας διά τήν ταχείαν ἐπίλυσιν τοῦ ζητήματος, ἐν συνεργασίᾳ μετά τῶν ἁρμοδίων ὑπηρεσιῶν καί τῶν ἐνδιαφερομένων φορέων τῆς χώρας. [1366,746,1531,835]
lead-paragraph: Ἡ δεομαντική ἔκκλησις τοῦ προέδρου Τζόνσον περί περαιτέρω βελτιώσεως τῶν σχέσεων μεταξύ Ἀνατολῆς καί Δύσεως, χαιρετίζεται διά τῆς χθεσινῆς δημοσιογραφίας. [429,342,671,393]
body-text: ὁ κ. ὑπουργός ἐδήλωσεν ὅτι ἡ κυβέρνησις θά προβῇ εἰς τάς ἀναγκαίας ἐνεργείας διά τήν ταχείαν ἐπίλυσιν τοῦ ζητήματος, ἐν συνεργασίᾳ μετά τῶν ἁρμοδίων ὑπηρεσιῶν καί τῶν ἐνδιαφερομένων φορέων τῆς χώρας. [688,1365,1169,1402]
agriculture-posts-headline: ΑΥΞΑΝΟΝΤΑΙ ΑΙ ΟΡΓΑΝΙΚΑΙ ΘΕΣΕΙΣ ΤΟΥ ΥΠΟΥΡΓΕΙΟΥ ΓΕΩΡΓΙΑΣ [696,1548,911,1576]
body-text: ὁ κ. ὑπουργός ἐδήλωσεν ὅτι ἡ κυβέρνησις θά προβῇ εἰς τάς ἀναγκαίας ἐνεργείας διά τήν ταχείαν ἐπίλυσιν τοῦ ζητήματος, ἐν συνεργασίᾳ μετά τῶν ἁρμοδίων ὑπηρεσιῶν καί τῶν ἐνδιαφερομένων φορέων τῆς χώρας. [233,404,409,494]
ote-article [43,1560,413,1821]
lead-section-heading: ΕΙΣ ΠΑΡΙΣΙΟΥΣ [1009,324,1094,338]
hospital-headline: ΕΚΑΛΥΦΘΗ Η ΔΑΠΑΝΗ ΤΩΝ 840 ΕΚΑΤ. ΔΡΑΧΜΩΝ ΔΙΑ ΤΗΝ ΠΛΗΡΗ ΝΟΣΟΚΟΜΕΙΑΚΗΝ ΠΕΡΙΘΑΛΨΙΝ ΕΙΣ ΤΟΥΣ ΑΓΡΟΤΑΣ, ΔΗΛΟΙ ο κ. ΣΤΕΦΑΝΟΠΟΥΛΟΣ [720,907,1136,955]
body-text: ὁ κ. ὑπουργός ἐδήλωσεν ὅτι ἡ κυβέρνησις θά προβῇ εἰς τάς ἀναγκαίας ἐνεργείας διά τήν ταχείαν ἐπίλυσιν τοῦ ζητήματος, ἐν συνεργασίᾳ μετά τῶν ἁρμοδίων ὑπηρεσιῶν καί τῶν ἐνδιαφερομένων φορέων τῆς χώρας. [1366,1384,1531,1474]
body-text: ὁ κ. ὑπουργός ἐδήλωσεν ὅτι ἡ κυβέρνησις θά προβῇ εἰς τάς ἀναγκαίας ἐνεργείας διά τήν ταχείαν ἐπίλυσιν τοῦ ζητήματος, ἐν συνεργασίᾳ μετά τῶν ἁρμοδίων ὑπηρεσιῶν καί τῶν ἐνδιαφερομένων φορέων τῆς χώρας. [433,581,661,644]
body-text: ὁ κ. ὑπουργός ἐδήλωσεν ὅτι ἡ κυβέρνησις θά προβῇ εἰς τάς ἀναγκαίας ἐνεργείας διά τήν ταχείαν ἐπίλυσιν τοῦ ζητήματος, ἐν συνεργασίᾳ μετά τῶν ἁρμοδίων ὑπηρεσιῶν καί τῶν ἐνδιαφερομένων φορέων τῆς χώρας. [47,1043,223,1132]
ote-headline: ΑΝΟΙΚΤΑΙ ΣΗΜΕΡΟΝ ΤΡΑΠΕΖΑΙ ΚΑΙ ΤΑΜΙΕΥΤΗΡΙΑ ΠΡΟΣ ΔΙΑΘΕΣΙΝ ΟΜΟΛΟΓΙΩΝ ΤΟΥ ΔΑΝΕΙΟΥ ΤΟΥ ΟΤΕ [59,1566,397,1625]
body-text: ὁ κ. ὑπουργός ἐδήλωσεν ὅτι ἡ κυβέρνησις θά προβῇ εἰς τάς ἀναγκαίας ἐνεργείας διά τήν ταχείαν ἐπίλυσιν τοῦ ζητήματος, ἐν συνεργασίᾳ μετά τῶν ἁρμοδίων ὑπηρεσιῶν καί τῶν ἐνδιαφερομένων φορέων τῆς χώρας. [233,314,409,403]
tourism-article [684,1426,924,1533]
lead-headline-line-1: Η ΕΚΚΛΗΣΙΣ ΣΥΝΔΙΑΛΛΑΓΗΣ [452,118,1150,168]
body-text: ὁ κ. ὑπουργός ἐδήλωσεν ὅτι ἡ κυβέρνησις θά προβῇ εἰς τάς ἀναγκαίας ἐνεργείας διά τήν ταχείαν ἐπίλυσιν τοῦ ζητήματος, ἐν συνεργασίᾳ μετά τῶν ἁρμοδίων ὑπηρεσιῶν καί τῶν ἐνδιαφερομένων φορέων τῆς χώρας. [933,756,1169,820]
transport-article [684,1656,924,1721]
body-text: ὁ κ. ὑπουργός ἐδήλωσεν ὅτι ἡ κυβέρνησις θά προβῇ εἰς τάς ἀναγκαίας ἐνεργείας διά τήν ταχείαν ἐπίλυσιν τοῦ ζητήματος, ἐν συνεργασίᾳ μετά τῶν ἁρμοδίων ὑπηρεσιῶν καί τῶν ἐνδιαφερομένων φορέων τῆς χώρας. [1188,330,1357,419]
accident-article [429,1462,665,1556]
body-text: ὁ κ. ὑπουργός ἐδήλωσεν ὅτι ἡ κυβέρνησις θά προβῇ εἰς τάς ἀναγκαίας ἐνεργείας διά τήν ταχείαν ἐπίλυσιν τοῦ ζητήματος, ἐν συνεργασίᾳ μετά τῶν ἁρμοδίων ὑπηρεσιῶν καί τῶν ἐνδιαφερομένων φορέων τῆς χώρας. [1192,1384,1357,1474]
body-text: ὁ κ. ὑπουργός ἐδήλωσεν ὅτι ἡ κυβέρνησις θά προβῇ εἰς τάς ἀναγκαίας ἐνεργείας διά τήν ταχείαν ἐπίλυσιν τοῦ ζητήματος, ἐν συνεργασίᾳ μετά τῶν ἁρμοδίων ὑπηρεσιῶν καί τῶν ἐνδιαφερομένων φορέων τῆς χώρας. [233,611,409,702]
body-text: ὁ κ. ὑπουργός ἐδήλωσεν ὅτι ἡ κυβέρνησις θά προβῇ εἰς τάς ἀναγκαίας ἐνεργείας διά τήν ταχείαν ἐπίλυσιν τοῦ ζητήματος, ἐν συνεργασίᾳ μετά τῶν ἁρμοδίων ὑπηρεσιῶν καί τῶν ἐνδιαφερομένων φορέων τῆς χώρας. [688,1220,924,1284]
lead-dateline: ΛΟΝΔΙΝΟΝ, 8. (Ἰδιαιτέρα Ὑπηρεσία). [429,324,635,338]
water-lead-paragraph: Ὁ ὑπουργός Δημοσίων Ἔργων κ. Μαρῆς ἐδήλωσεν χθές ὅτι τό ἔργον τῆς μεταφορᾶς τῶν ὑδάτων τοῦ Μόρνου θά ἀνέλθῃ εἰς 30 ἑκατ. δολλάρια. [47,1902,223,1966]
body-text: ὁ κ. ὑπουργός ἐδήλωσεν ὅτι ἡ κυβέρνησις θά προβῇ εἰς τάς ἀναγκαίας ἐνεργείας διά τήν ταχείαν ἐπίλυσιν τοῦ ζητήματος, ἐν συνεργασίᾳ μετά τῶν ἁρμοδίων ὑπηρεσιῶν καί τῶν ἐνδιαφερομένων φορέων τῆς χώρας. [933,1220,1169,1284]
body-text: ὁ κ. ὑπουργός ἐδήλωσεν ὅτι ἡ κυβέρνησις θά προβῇ εἰς τάς ἀναγκαίας ἐνεργείας διά τήν ταχείαν ἐπίλυσιν τοῦ ζητήματος, ἐν συνεργασίᾳ μετά τῶν ἁρμοδίων ὑπηρεσιῶν καί τῶν ἐνδιαφερομένων φορέων τῆς χώρας. [933,626,1169,690]
body-text: ὁ κ. ὑπουργός ἐδήλωσεν ὅτι ἡ κυβέρνησις θά προβῇ εἰς τάς ἀναγκαίας ἐνεργείας διά τήν ταχείαν ἐπίλυσιν τοῦ ζητήματος, ἐν συνεργασίᾳ μετά τῶν ἁρμοδίων ὑπηρεσιῶν καί τῶν ἐνδιαφερομένων φορέων τῆς χώρας. [433,1585,661,1649]
body-text: ὁ κ. ὑπουργός ἐδήλωσεν ὅτι ἡ κυβέρνησις θά προβῇ εἰς τάς ἀναγκαίας ἐνεργείας διά τήν ταχείαν ἐπίλυσιν τοῦ ζητήματος, ἐν συνεργασίᾳ μετά τῶν ἁρμοδίων ὑπηρεσιῶν καί τῶν ἐνδιαφερομένων φορέων τῆς χώρας. [233,1724,409,1813]
holland-headline: ΜΕΤΡΑ ΔΙΑ ΤΗΝ ΚΑΤΑΠΟΛΕΜΗΣΙΝ ΤΩΝ ΤΑΣΕΩΝ ΠΛΗΘΩΡΙΣΜΟΥ ΛΑΜΒΑΝΟΝΤΑΙ ΕΙΣ ΟΛΛΑΝΔΙΑΝ [1222,1497,1501,1527]
tombas-lead-paragraph: Ο ΕΠΑΝΕΛΘΩΝ χθές τό ἀπόγευμα εἰς Ἀθήνας ὑπουργός τῶν Ἐξωτερικῶν κ. Τούμπας ἔδωσε τάς κατωτέρω δηλώσεις: [1188,274,1357,325]
education-article [429,489,665,652]
brazil-article [934,1426,1174,1533]
body-text: ὁ κ. ὑπουργός ἐδήλωσεν ὅτι ἡ κυβέρνησις θά προβῇ εἰς τάς ἀναγκαίας ἐνεργείας διά τήν ταχείαν ἐπίλυσιν τοῦ ζητήματος, ἐν συνεργασίᾳ μετά τῶν ἁρμοδίων ὑπηρεσιῶν καί τῶν ἐνδιαφερομένων φορέων τῆς χώρας. [688,626,924,690]
bank-staff-headline: Ο ΣΥΛΛΟΓΟΣ ΥΠΑΛΛΗΛΩΝ ΤΗΣ ΤΡΑΠΕΖΗΣ ΕΛΛΑΔΟΣ ΔΙΑ ΤΟ ΣΥΝΤΑΞΙΟΔΟΤΙΚΟΝ [443,1243,651,1267]
organizations-headline: ΤΟ ΝΟΜΟΣΧΕΔΙΟΝ ΔΙΑ ΤΑΣ ΔΙΟΙΚΗΣΕΙΣ ΤΩΝ ΟΡΓΑΝΙΣΜΩΝ [442,782,652,811]
brazil-headline: ΑΠΕΦΥΛΑΚΙΣΘΗ Ο ΠΡΩΗΝ ΠΡΟΕΔΡΟΣ ΤΗΣ ΒΡΑΖΙΛΙΑΣ [948,1434,1157,1462]
body-text: ὁ κ. ὑπουργός ἐδήλωσεν ὅτι ἡ κυβέρνησις θά προβῇ εἰς τάς ἀναγκαίας ἐνεργείας διά τήν ταχείαν ἐπίλυσιν τοῦ ζητήματος, ἐν συνεργασίᾳ μετά τῶν ἁρμοδίων ὑπηρεσιῶν καί τῶν ἐνδιαφερομένων φορέων τῆς χώρας. [1366,1550,1531,1640]
body-text: ὁ κ. ὑπουργός ἐδήλωσεν ὅτι ἡ κυβέρνησις θά προβῇ εἰς τάς ἀναγκαίας ἐνεργείας διά τήν ταχείαν ἐπίλυσιν τοῦ ζητήματος, ἐν συνεργασίᾳ μετά τῶν ἁρμοδίων ὑπηρεσιῶν καί τῶν ἐνδιαφερομένων φορέων τῆς χώρας. [680,317,922,380]
municipal-revenue-subheadline: ΘΑ ΕΝΙΣΧΥΘΗ Η ΑΥΤΟΔΙΟΙΚΗΣΙΣ ΜΕ 500 ΕΚΑΤ. ΔΡΑΧ. ΠΕΡΑΝ ΤΗΣ ΚΡΑΤΙΚΗΣ ΕΝΙΣΧΥΣΕΩΣ [714,546,1142,558]
body-text: ὁ κ. ὑπουργός ἐδήλωσεν ὅτι ἡ κυβέρνησις θά προβῇ εἰς τάς ἀναγκαίας ἐνεργείας διά τήν ταχείαν ἐπίλυσιν τοῦ ζητήματος, ἐν συνεργασίᾳ μετά τῶν ἁρμοδίων ὑπηρεσιῶν καί τῶν ἐνδιαφερομένων φορέων τῆς χώρας. [933,1090,1169,1154]
gromyko-article [684,1299,1173,1410]
hospital-article [684,900,1173,1027]
crime-headline: ΕΙΣ ΕΠΙΔΕΙΞΙΝ ΑΠΟΠΕΙΡΑΣ ΑΥΤΟΚΤΟΝΙΑΣ ΠΡΟΕΒΗ Ο ΑΔΙΣΤΑΚΤΟΣ ΣΤΡΑΓΓΑΛΙΣΤΗΣ ΚΑΤΑ ΤΗΝ ΧΘΕΣΙΝΗΝ ΑΝΑΠΑΡΑΣΤΑΣΙΝ ΤΟΥ ΦΡΙΚΑΛΕΟΥ ΕΓΚΛΗΜΑΤΟΣ ΤΟΥ [696,1042,1160,1090]
body-text: ὁ κ. ὑπουργός ἐδήλωσεν ὅτι ἡ κυβέρνησις θά προβῇ εἰς τάς ἀναγκαίας ἐνεργείας διά τήν ταχείαν ἐπίλυσιν τοῦ ζητήματος, ἐν συνεργασίᾳ μετά τῶν ἁρμοδίων ὑπηρεσιῶν καί τῶν ἐνδιαφερομένων φορέων τῆς χώρας. [47,1406,223,1496]
tombas-article [1188,118,1535,601]
body-text: ὁ κ. ὑπουργός ἐδήλωσεν ὅτι ἡ κυβέρνησις θά προβῇ εἰς τάς ἀναγκαίας ἐνεργείας διά τήν ταχείαν ἐπίλυσιν τοῦ ζητήματος, ἐν συνεργασίᾳ μετά τῶν ἁρμοδίων ὑπηρεσιῶν καί τῶν ἐνδιαφερομένων φορέων τῆς χώρας. [933,562,1169,625]
body-text: ὁ κ. ὑπουργός ἐδήλωσεν ὅτι ἡ κυβέρνησις θά προβῇ εἰς τάς ἀναγκαίας ἐνεργείας διά τήν ταχείαν ἐπίλυσιν τοῦ ζητήματος, ἐν συνεργασίᾳ μετά τῶν ἁρμοδίων ὑπηρεσιῶν καί τῶν ἐνδιαφερομένων φορέων τῆς χώρας. [1366,495,1535,584]
body-text: ὁ κ. ὑπουργός ἐδήλωσεν ὅτι ἡ κυβέρνησις θά προβῇ εἰς τάς ἀναγκαίας ἐνεργείας διά τήν ταχείαν ἐπίλυσιν τοῦ ζητήματος, ἐν συνεργασίᾳ μετά τῶν ἁρμοδίων ὑπηρεσιῶν καί τῶν ἐνδιαφερομένων φορέων τῆς χώρας. [688,1576,920,1640]
body-text: ὁ κ. ὑπουργός ἐδήλωσεν ὅτι ἡ κυβέρνησις θά προβῇ εἰς τάς ἀναγκαίας ἐνεργείας διά τήν ταχείαν ἐπίλυσιν τοῦ ζητήματος, ἐν συνεργασίᾳ μετά τῶν ἁρμοδίων ὑπηρεσιῶν καί τῶν ἐνδιαφερομένων φορέων τῆς χώρας. [680,382,922,445]
body-text: ὁ κ. ὑπουργός ἐδήλωσεν ὅτι ἡ κυβέρνησις θά προβῇ εἰς τάς ἀναγκαίας ἐνεργείας διά τήν ταχείαν ἐπίλυσιν τοῦ ζητήματος, ἐν συνεργασίᾳ μετά τῶν ἁρμοδίων ὑπηρεσιῶν καί τῶν ἐνδιαφερομένων φορέων τῆς χώρας. [433,1484,661,1548]
body-text: ὁ κ. ὑπουργός ἐδήλωσεν ὅτι ἡ κυβέρνησις θά προβῇ εἰς τάς ἀναγκαίας ἐνεργείας διά τήν ταχείαν ἐπίλυσιν τοῦ ζητήματος, ἐν συνεργασίᾳ μετά τῶν ἁρμοδίων ὑπηρεσιῶν καί τῶν ἐνδιαφερομένων φορέων τῆς χώρας. [1188,511,1357,601]
traffic-headline: Ο ΑΝΤΙΚΑΤΑΣΚΟΠΟΣ ΤΑ ΔΕΛΤΙΑ ΚΥΚΛΟΦΟΡΙΑΣ [967,1713,1138,1742]
education-headline: ΑΥΞΑΝΟΝΤΑΙ ΑΙ ΘΕΣΕΙΣ ΤΩΝ ΕΚΠΑΙΔΕΥΤΙΚΩΝ ΜΕΣΗΣ ΚΑΤΑ 1.350 [443,497,651,548]
surveyor-headline: Ο «ΣΑΡΒΕΙΓΙΟΡ 1» ΑΦΥΠΝΙΣΘΕΙΣ ΑΙΦΝΙΔΙΩΣ ΑΠΕΣΤΕΙΛΕ ΜΗΝΥΜΑΤΑ [959,1548,1147,1576]
water-headline: ΘΑ ΑΝΕΛΘΗ ΕΙΣ 30 ΕΚΑΤ. ΔΟΛΛΑΡΙΑ Η ΜΕΤΑΦΟΡΑ ΤΩΝ ΥΔΑΤΩΝ ΤΟΥ ΜΟΡΝΟΥ ΕΙΣ ΤΗΝ ΠΡΩΤΕΥΟΥΣΑΝ [59,1836,397,1895]
tourism-headline: ΔΙΜΕΡΕΙΣ ΤΟΥΡΙΣΤΙΚΑΙ ΣΥΝΟΜΙΛΙΑΙ ΤΩΝ ΒΑΛΚΑΝΙΚΩΝ ΧΩΡΩΝ [696,1434,911,1462]
gromyko-headline: ΟΙ ΓΚΡΟΜΥΚΟ ΚΑΙ ΜΠΡΑΟΥΝ ΣΥΝΗΝΤΗΘΗΣΑΝ ΧΘΕΣ ΕΙΣ ΤΗΝ Ν. ΥΟΡΚΗΝ [696,1307,1161,1323]
column-rule [421,118,422,2283]
lead-headline-line-2: ΤΟΥ κ. ΤΖΟΝΣΟΝ ΠΡΟΚΑΛΕΙ [467,165,1134,218]
doctors-headline: ΤΟ ΝΟΜΟΣΧΕΔΙΟΝ ΠΕΡΙ ΙΑΤΡΙΚΩΝ ΕΠΑΓΓΕΛΜΑΤΩΝ [454,1128,639,1156]
